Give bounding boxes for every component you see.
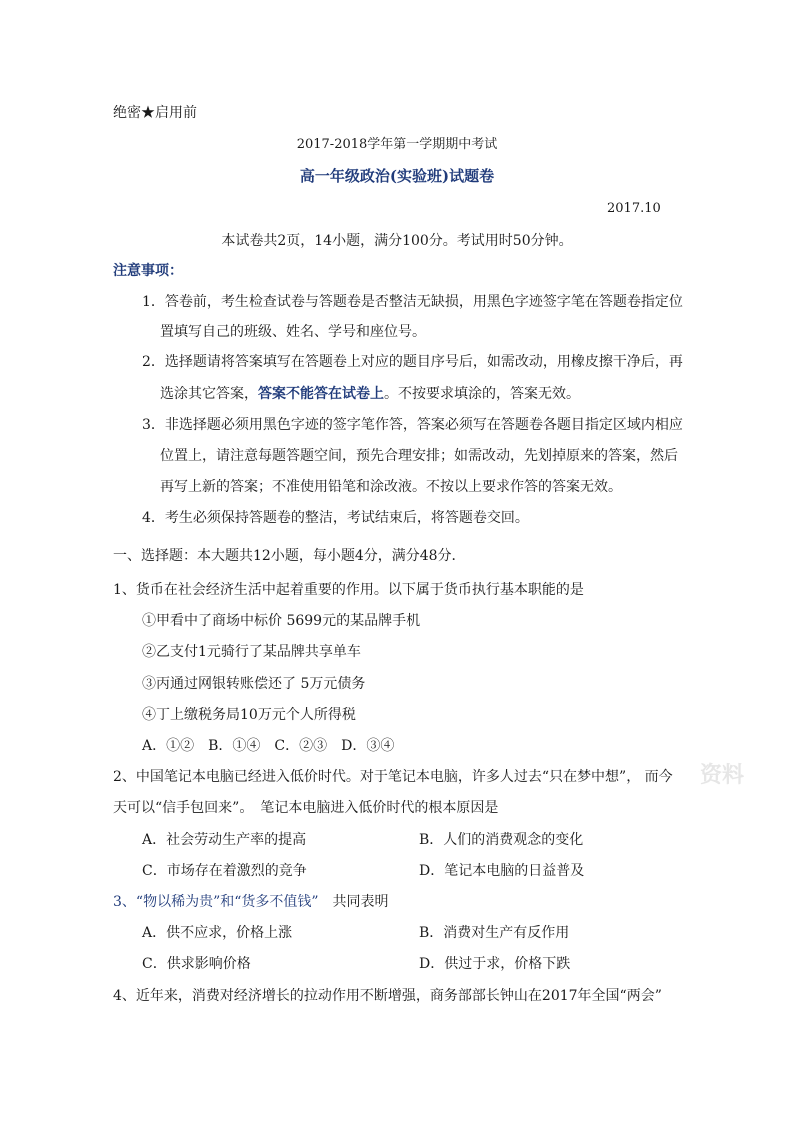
q1-statement-2: ②乙支付1元骑行了某品牌共享单车 <box>142 644 361 660</box>
note-1-line-2: 置填写自己的班级、姓名、学号和座位号。 <box>160 324 426 340</box>
q3-option-b: B．消费对生产有反作用 <box>419 925 570 941</box>
q3-stem <box>113 892 389 912</box>
note-1-line-1: 1．答卷前，考生检查试卷与答题卷是否整洁无缺损，用黑色字迹签字笔在答题卷指定位 <box>142 294 683 310</box>
q2-option-d: D．笔记本电脑的日益普及 <box>419 863 585 879</box>
note-2-line-2 <box>160 384 580 404</box>
q2-option-c: C．市场存在着激烈的竞争 <box>142 863 307 879</box>
q3-stem-rest: 共同表明 <box>318 894 389 910</box>
q2-option-b: B．人们的消费观念的变化 <box>419 832 584 848</box>
note-3-line-1: 3．非选择题必须用黑色字迹的签字笔作答，答案必须写在答题卷各题目指定区域内相应 <box>142 417 683 433</box>
q3-option-d: D．供过于求，价格下跌 <box>419 956 571 972</box>
exam-title: 高一年级政治(实验班)试题卷 <box>299 167 495 185</box>
note-2-text-emphasis: 答案不能答在试卷上 <box>258 386 384 402</box>
note-4: 4．考生必须保持答题卷的整洁，考试结束后，将答题卷交回。 <box>142 510 529 526</box>
notes-heading: 注意事项： <box>113 263 183 279</box>
note-2-line-1: 2．选择题请将答案填写在答题卷上对应的题目序号后，如需改动，用橡皮擦干净后，再 <box>142 354 683 370</box>
q3-option-a: A．供不应求，价格上涨 <box>142 925 293 941</box>
q4-stem: 4、近年来，消费对经济增长的拉动作用不断增强，商务部部长钟山在2017年全国“两会” <box>113 988 662 1004</box>
note-2-text-post: 。不按要求填涂的，答案无效。 <box>384 386 580 402</box>
exam-summary: 本试卷共2页，14小题，满分100分。考试用时50分钟。 <box>221 233 573 249</box>
q1-stem: 1、货币在社会经济生活中起着重要的作用。以下属于货币执行基本职能的是 <box>113 582 584 598</box>
term-title: 2017-2018学年第一学期期中考试 <box>296 137 498 152</box>
q1-statement-4: ④丁上缴税务局10万元个人所得税 <box>142 707 356 723</box>
q2-option-a: A．社会劳动生产率的提高 <box>142 832 307 848</box>
q3-stem-quote: 3、“物以稀为贵”和“货多不值钱” <box>113 894 319 910</box>
confidential-label: 绝密★启用前 <box>113 105 197 121</box>
watermark: 资料 <box>700 762 745 788</box>
q2-stem-line-2: 天可以“信手包回来”。 笔记本电脑进入低价时代的根本原因是 <box>113 800 499 816</box>
section-1-heading: 一、选择题：本大题共12小题，每小题4分，满分48分． <box>113 548 466 564</box>
q1-statement-1: ①甲看中了商场中标价 5699元的某品牌手机 <box>142 613 421 629</box>
q1-statement-3: ③丙通过网银转账偿还了 5万元债务 <box>142 676 366 692</box>
q2-stem-line-1: 2、中国笔记本电脑已经进入低价时代。对于笔记本电脑，许多人过去“只在梦中想”， 而今 <box>113 769 673 785</box>
q1-options: A．①② B．①④ C．②③ D．③④ <box>142 738 395 754</box>
note-3-line-2: 位置上，请注意每题答题空间，预先合理安排；如需改动，先划掉原来的答案，然后 <box>160 448 678 464</box>
note-2-text-pre: 选涂其它答案， <box>160 386 258 402</box>
note-3-line-3: 再写上新的答案；不准使用铅笔和涂改液。不按以上要求作答的答案无效。 <box>160 479 622 495</box>
q3-option-c: C．供求影响价格 <box>142 956 251 972</box>
exam-date: 2017.10 <box>607 201 661 216</box>
